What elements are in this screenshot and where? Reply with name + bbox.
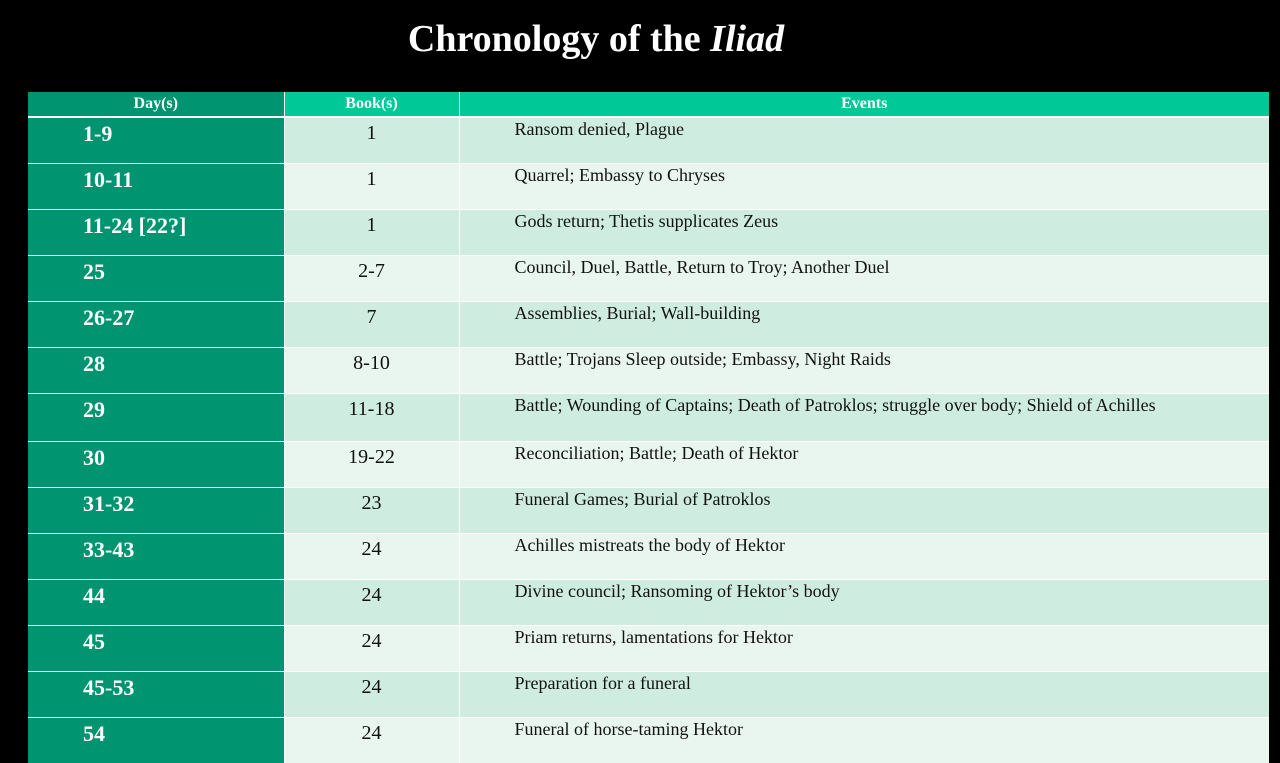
table-row <box>28 672 1269 718</box>
events-cell: Achilles mistreats the body of Hektor <box>459 534 1269 580</box>
title-text: Chronology of the <box>408 18 710 60</box>
book-cell: 24 <box>284 534 459 580</box>
book-cell: 2-7 <box>284 256 459 302</box>
events-cell: Reconciliation; Battle; Death of Hektor <box>459 442 1269 488</box>
day-cell: 44 <box>28 580 284 626</box>
table-row <box>28 117 1269 164</box>
events-cell: Gods return; Thetis supplicates Zeus <box>459 210 1269 256</box>
table-row <box>28 302 1269 348</box>
book-cell: 19-22 <box>284 442 459 488</box>
day-cell: 30 <box>28 442 284 488</box>
day-cell: 45 <box>28 626 284 672</box>
table-row <box>28 580 1269 626</box>
book-cell: 1 <box>284 164 459 210</box>
day-cell: 54 <box>28 718 284 763</box>
book-cell: 23 <box>284 488 459 534</box>
table-row <box>28 534 1269 580</box>
book-cell: 24 <box>284 718 459 763</box>
book-cell: 7 <box>284 302 459 348</box>
book-cell: 8-10 <box>284 348 459 394</box>
chronology-table <box>28 92 1269 763</box>
table-row <box>28 210 1269 256</box>
book-cell: 24 <box>284 580 459 626</box>
table-row <box>28 164 1269 210</box>
table-row <box>28 442 1269 488</box>
events-cell: Funeral of horse-taming Hektor <box>459 718 1269 763</box>
book-cell: 24 <box>284 672 459 718</box>
header-book: Book(s) <box>284 92 459 117</box>
book-cell: 11-18 <box>284 394 459 442</box>
day-cell: 29 <box>28 394 284 442</box>
table-row <box>28 348 1269 394</box>
header-day: Day(s) <box>28 92 284 117</box>
table-row <box>28 394 1269 442</box>
book-cell: 24 <box>284 626 459 672</box>
chronology-table-container <box>28 92 1269 763</box>
table-row <box>28 488 1269 534</box>
day-cell: 45-53 <box>28 672 284 718</box>
events-cell: Preparation for a funeral <box>459 672 1269 718</box>
events-cell: Funeral Games; Burial of Patroklos <box>459 488 1269 534</box>
events-cell: Priam returns, lamentations for Hektor <box>459 626 1269 672</box>
events-cell: Battle; Wounding of Captains; Death of Patroklos; struggle over body; Shield of Achilles <box>459 394 1269 442</box>
day-cell: 33-43 <box>28 534 284 580</box>
day-cell: 28 <box>28 348 284 394</box>
day-cell: 25 <box>28 256 284 302</box>
table-header-row <box>28 92 1269 117</box>
title-italic-text: Iliad <box>710 18 784 60</box>
day-cell: 26-27 <box>28 302 284 348</box>
events-cell: Ransom denied, Plague <box>459 117 1269 164</box>
events-cell: Council, Duel, Battle, Return to Troy; Another Duel <box>459 256 1269 302</box>
day-cell: 11-24 [22?] <box>28 210 284 256</box>
events-cell: Quarrel; Embassy to Chryses <box>459 164 1269 210</box>
book-cell: 1 <box>284 117 459 164</box>
book-cell: 1 <box>284 210 459 256</box>
day-cell: 31-32 <box>28 488 284 534</box>
header-events: Events <box>459 92 1269 117</box>
table-row <box>28 718 1269 763</box>
events-cell: Battle; Trojans Sleep outside; Embassy, Night Raids <box>459 348 1269 394</box>
table-row <box>28 256 1269 302</box>
events-cell: Divine council; Ransoming of Hektor’s body <box>459 580 1269 626</box>
table-row <box>28 626 1269 672</box>
events-cell: Assemblies, Burial; Wall-building <box>459 302 1269 348</box>
day-cell: 10-11 <box>28 164 284 210</box>
page-title <box>0 14 1192 64</box>
day-cell: 1-9 <box>28 117 284 164</box>
